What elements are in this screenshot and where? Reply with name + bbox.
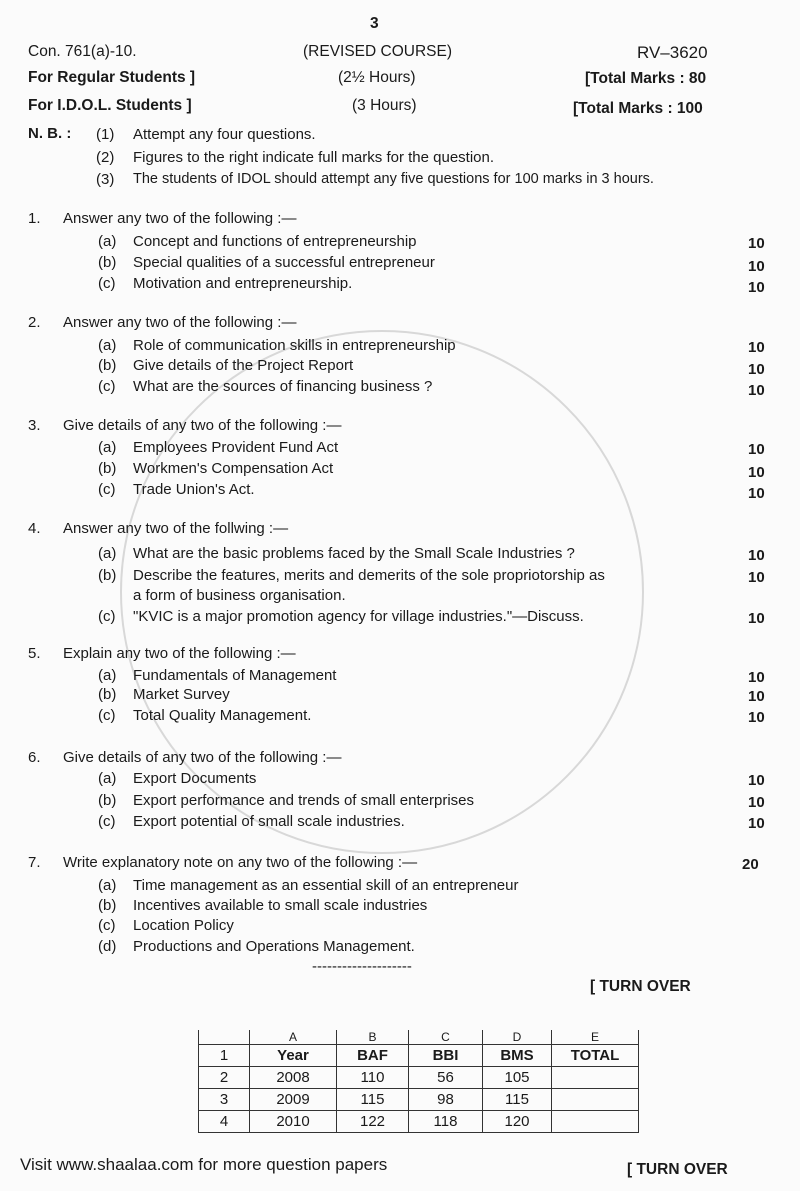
column-header: B xyxy=(337,1030,409,1045)
sub-question-text-continued: a form of business organisation. xyxy=(133,587,346,604)
table-row xyxy=(199,1111,639,1133)
table-cell: 2008 xyxy=(250,1067,337,1089)
sub-question-text: Concept and functions of entrepreneurship xyxy=(133,233,417,250)
table-cell: 2010 xyxy=(250,1111,337,1133)
question-number: 2. xyxy=(28,314,41,331)
table-cell: 2 xyxy=(199,1067,250,1089)
note-text: The students of IDOL should attempt any five questions for 100 marks in 3 hours. xyxy=(133,171,654,187)
table-cell: 122 xyxy=(337,1111,409,1133)
notes-label: N. B. : xyxy=(28,125,72,142)
idol-total-marks: [Total Marks : 100 xyxy=(573,100,703,117)
column-header: E xyxy=(552,1030,639,1045)
regular-duration: (2½ Hours) xyxy=(338,69,416,86)
sub-question-marks: 10 xyxy=(748,709,765,726)
table-cell: 3 xyxy=(199,1089,250,1111)
sub-question-label: (c) xyxy=(98,275,116,292)
course-type: (REVISED COURSE) xyxy=(303,43,452,60)
sub-question-text: Total Quality Management. xyxy=(133,707,312,724)
sub-question-label: (c) xyxy=(98,707,116,724)
table-cell: Year xyxy=(250,1045,337,1067)
exam-code: Con. 761(a)-10. xyxy=(28,43,137,60)
column-header: A xyxy=(250,1030,337,1045)
question-number: 4. xyxy=(28,520,41,537)
table-cell: BMS xyxy=(483,1045,552,1067)
separator: -------------------- xyxy=(312,958,412,975)
question-number: 7. xyxy=(28,854,41,871)
note-num: (3) xyxy=(96,171,115,188)
sub-question-label: (c) xyxy=(98,378,116,395)
sub-question-text: Productions and Operations Management. xyxy=(133,938,415,955)
sub-question-label: (d) xyxy=(98,938,117,955)
table-cell: 4 xyxy=(199,1111,250,1133)
sub-question-marks: 10 xyxy=(748,339,765,356)
table-cell: BAF xyxy=(337,1045,409,1067)
column-letter-row xyxy=(199,1030,639,1045)
sub-question-label: (a) xyxy=(98,337,117,354)
sub-question-text: Market Survey xyxy=(133,686,230,703)
sub-question-text: Give details of the Project Report xyxy=(133,357,354,374)
sub-question-label: (a) xyxy=(98,233,117,250)
sub-question-label: (a) xyxy=(98,877,117,894)
sub-question-label: (c) xyxy=(98,481,116,498)
sub-question-marks: 10 xyxy=(748,235,765,252)
table-cell: 1 xyxy=(199,1045,250,1067)
question-number: 5. xyxy=(28,645,41,662)
table-row xyxy=(199,1089,639,1111)
sub-question-text: Special qualities of a successful entrepreneur xyxy=(133,254,435,271)
table-cell: 120 xyxy=(483,1111,552,1133)
sub-question-marks: 10 xyxy=(748,688,765,705)
sub-question-text: Describe the features, merits and demerits of the sole propriotorship as xyxy=(133,567,605,584)
idol-students-label: For I.D.O.L. Students ] xyxy=(28,97,192,114)
table-cell: 115 xyxy=(337,1089,409,1111)
sub-question-label: (b) xyxy=(98,686,117,703)
sub-question-text: What are the sources of financing business ? xyxy=(133,378,433,395)
question-text: Explain any two of the following :— xyxy=(63,645,296,662)
column-header: C xyxy=(409,1030,483,1045)
sub-question-text: Export performance and trends of small enterprises xyxy=(133,792,474,809)
column-header xyxy=(199,1030,250,1045)
question-text: Answer any two of the following :— xyxy=(63,210,297,227)
sub-question-text: Export Documents xyxy=(133,770,257,787)
note-text: Attempt any four questions. xyxy=(133,126,316,143)
sub-question-text: Trade Union's Act. xyxy=(133,481,255,498)
sub-question-text: "KVIC is a major promotion agency for village industries."—Discuss. xyxy=(133,608,584,625)
sub-question-marks: 10 xyxy=(748,547,765,564)
question-number: 3. xyxy=(28,417,41,434)
sub-question-marks: 10 xyxy=(748,485,765,502)
regular-students-label: For Regular Students ] xyxy=(28,69,196,86)
sub-question-marks: 10 xyxy=(748,258,765,275)
question-number: 1. xyxy=(28,210,41,227)
sub-question-label: (c) xyxy=(98,608,116,625)
data-table xyxy=(198,1030,639,1133)
sub-question-label: (c) xyxy=(98,917,116,934)
sub-question-text: Location Policy xyxy=(133,917,234,934)
sub-question-text: Workmen's Compensation Act xyxy=(133,460,334,477)
sub-question-text: What are the basic problems faced by the Small Scale Industries ? xyxy=(133,545,575,562)
sub-question-text: Time management as an essential skill of an entrepreneur xyxy=(133,877,519,894)
sub-question-label: (b) xyxy=(98,254,117,271)
table-cell: 118 xyxy=(409,1111,483,1133)
sub-question-marks: 10 xyxy=(748,569,765,586)
sub-question-marks: 10 xyxy=(748,669,765,686)
question-number: 6. xyxy=(28,749,41,766)
table-cell xyxy=(552,1089,639,1111)
sub-question-marks: 10 xyxy=(748,382,765,399)
sub-question-text: Incentives available to small scale industries xyxy=(133,897,428,914)
question-marks: 20 xyxy=(742,856,759,873)
sub-question-label: (a) xyxy=(98,545,117,562)
paper-id: RV–3620 xyxy=(637,43,708,62)
question-text: Answer any two of the following :— xyxy=(63,314,297,331)
sub-question-text: Fundamentals of Management xyxy=(133,667,337,684)
sub-question-label: (b) xyxy=(98,792,117,809)
note-num: (2) xyxy=(96,149,115,166)
question-text: Answer any two of the follwing :— xyxy=(63,520,289,537)
sub-question-label: (a) xyxy=(98,770,117,787)
table-cell: 105 xyxy=(483,1067,552,1089)
turn-over-label: [ TURN OVER xyxy=(590,978,691,995)
table-cell: 110 xyxy=(337,1067,409,1089)
sub-question-marks: 10 xyxy=(748,441,765,458)
note-text: Figures to the right indicate full marks for the question. xyxy=(133,149,495,166)
column-header: D xyxy=(483,1030,552,1045)
table-cell: 115 xyxy=(483,1089,552,1111)
sub-question-marks: 10 xyxy=(748,279,765,296)
question-text: Write explanatory note on any two of the following :— xyxy=(63,854,418,871)
sub-question-marks: 10 xyxy=(748,361,765,378)
table-cell: 56 xyxy=(409,1067,483,1089)
table-cell: 98 xyxy=(409,1089,483,1111)
footer-turn-over: [ TURN OVER xyxy=(627,1161,728,1178)
footer-text: Visit www.shaalaa.com for more question papers xyxy=(20,1155,388,1174)
sub-question-text: Role of communication skills in entrepreneurship xyxy=(133,337,456,354)
page-number: 3 xyxy=(370,15,379,32)
sub-question-marks: 10 xyxy=(748,815,765,832)
sub-question-label: (c) xyxy=(98,813,116,830)
sub-question-text: Motivation and entrepreneurship. xyxy=(133,275,353,292)
sub-question-label: (a) xyxy=(98,667,117,684)
table-cell: TOTAL xyxy=(552,1045,639,1067)
sub-question-marks: 10 xyxy=(748,794,765,811)
sub-question-text: Employees Provident Fund Act xyxy=(133,439,339,456)
sub-question-label: (b) xyxy=(98,567,117,584)
table-row xyxy=(199,1067,639,1089)
table-cell xyxy=(552,1111,639,1133)
sub-question-label: (a) xyxy=(98,439,117,456)
table-cell: BBI xyxy=(409,1045,483,1067)
idol-duration: (3 Hours) xyxy=(352,97,417,114)
note-num: (1) xyxy=(96,126,115,143)
sub-question-marks: 10 xyxy=(748,772,765,789)
table-row xyxy=(199,1045,639,1067)
table-cell xyxy=(552,1067,639,1089)
table-cell: 2009 xyxy=(250,1089,337,1111)
question-text: Give details of any two of the following :— xyxy=(63,749,342,766)
sub-question-label: (b) xyxy=(98,460,117,477)
sub-question-marks: 10 xyxy=(748,464,765,481)
sub-question-label: (b) xyxy=(98,897,117,914)
regular-total-marks: [Total Marks : 80 xyxy=(585,70,707,87)
sub-question-text: Export potential of small scale industries. xyxy=(133,813,405,830)
sub-question-marks: 10 xyxy=(748,610,765,627)
question-text: Give details of any two of the following :— xyxy=(63,417,342,434)
sub-question-label: (b) xyxy=(98,357,117,374)
